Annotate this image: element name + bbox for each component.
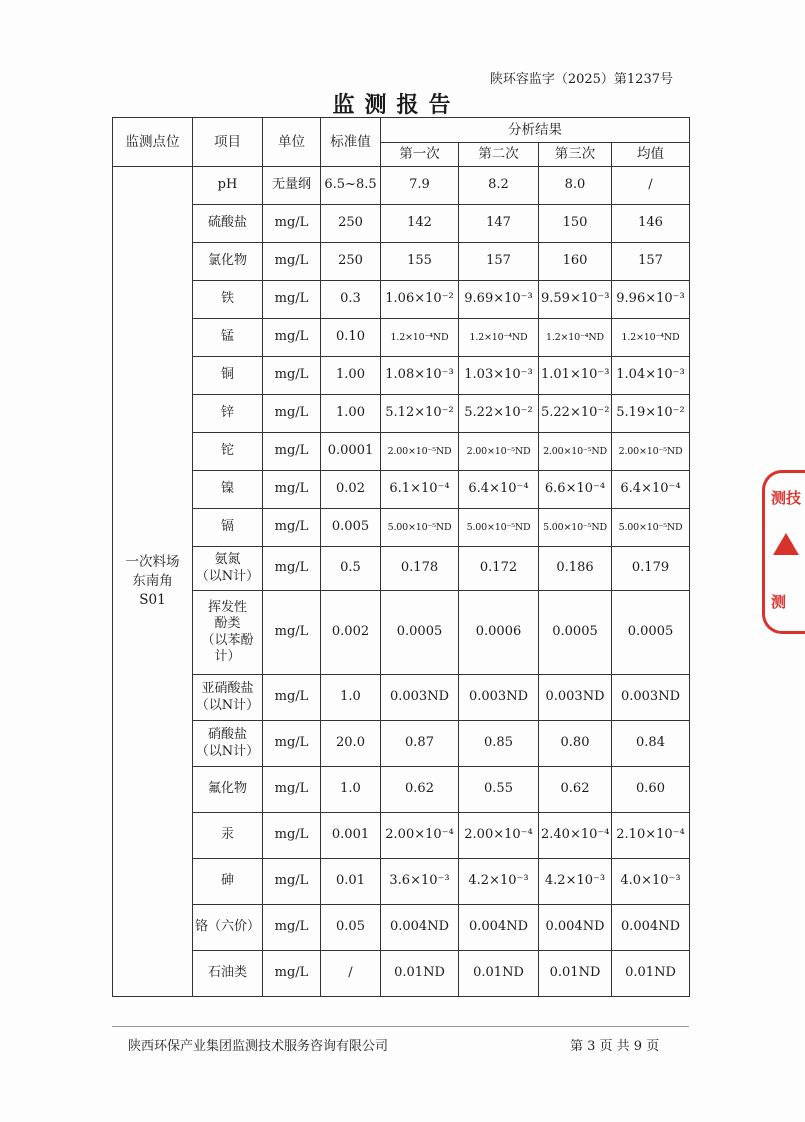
unit-cell: mg/L: [263, 433, 321, 471]
table-row: [113, 357, 690, 395]
item-label-line: 氯化物: [207, 253, 247, 269]
table-row: [113, 395, 690, 433]
unit-cell: mg/L: [263, 813, 321, 859]
site-label-line: 一次料场: [125, 554, 180, 571]
third-result-cell: 5.00×10⁻⁵ND: [539, 509, 612, 547]
item-label-line: 铊: [220, 443, 234, 459]
table-row: [113, 509, 690, 547]
unit-cell: mg/L: [263, 205, 321, 243]
standard-cell: 1.00: [321, 357, 381, 395]
mean-cell: 0.004ND: [612, 905, 690, 951]
item-label-line: （以N计）: [195, 568, 260, 584]
standard-cell: 250: [321, 243, 381, 281]
mean-cell: 157: [612, 243, 690, 281]
first-result-cell: 0.62: [381, 767, 459, 813]
site-label-line: 东南角: [132, 573, 173, 590]
unit-cell: mg/L: [263, 675, 321, 721]
item-cell: [193, 395, 263, 433]
second-result-cell: 5.22×10⁻²: [459, 395, 539, 433]
unit-cell: mg/L: [263, 905, 321, 951]
third-result-cell: 2.00×10⁻⁵ND: [539, 433, 612, 471]
table-row: [113, 813, 690, 859]
standard-cell: 0.02: [321, 471, 381, 509]
table-row: [113, 205, 690, 243]
item-cell: [193, 905, 263, 951]
standard-cell: 0.10: [321, 319, 381, 357]
item-cell: [193, 471, 263, 509]
third-result-cell: 0.004ND: [539, 905, 612, 951]
second-result-cell: 1.03×10⁻³: [459, 357, 539, 395]
second-result-cell: 2.00×10⁻⁴: [459, 813, 539, 859]
monitoring-results-table: [112, 117, 690, 997]
first-result-cell: 5.12×10⁻²: [381, 395, 459, 433]
unit-cell: mg/L: [263, 721, 321, 767]
table-row: [113, 281, 690, 319]
item-label-line: （以苯酚: [201, 632, 254, 648]
header-item: 项目: [193, 118, 263, 167]
third-result-cell: 1.01×10⁻³: [539, 357, 612, 395]
third-result-cell: 0.01ND: [539, 951, 612, 997]
item-label-line: 镉: [220, 519, 234, 535]
table-row: [113, 721, 690, 767]
first-result-cell: 5.00×10⁻⁵ND: [381, 509, 459, 547]
second-result-cell: 147: [459, 205, 539, 243]
table-row: [113, 547, 690, 591]
item-label-line: 氨氮: [214, 552, 241, 568]
unit-cell: mg/L: [263, 395, 321, 433]
mean-cell: 9.96×10⁻³: [612, 281, 690, 319]
item-label-line: 铁: [220, 291, 234, 307]
second-result-cell: 157: [459, 243, 539, 281]
document-number: 陕环容监字（2025）第1237号: [489, 72, 673, 87]
seal-star-icon: [773, 533, 799, 555]
header-first: 第一次: [381, 143, 459, 167]
first-result-cell: 1.08×10⁻³: [381, 357, 459, 395]
mean-cell: /: [612, 167, 690, 205]
standard-cell: 0.002: [321, 591, 381, 675]
first-result-cell: 1.06×10⁻²: [381, 281, 459, 319]
unit-cell: mg/L: [263, 243, 321, 281]
standard-cell: 250: [321, 205, 381, 243]
header-third: 第三次: [539, 143, 612, 167]
mean-cell: 5.00×10⁻⁵ND: [612, 509, 690, 547]
item-cell: [193, 591, 263, 675]
item-label-line: 硝酸盐: [207, 727, 247, 743]
item-label-line: 锌: [220, 405, 234, 421]
table-row: [113, 859, 690, 905]
standard-cell: 1.00: [321, 395, 381, 433]
second-result-cell: 9.69×10⁻³: [459, 281, 539, 319]
third-result-cell: 2.40×10⁻⁴: [539, 813, 612, 859]
unit-cell: mg/L: [263, 471, 321, 509]
header-second: 第二次: [459, 143, 539, 167]
item-label-line: （以N计）: [195, 743, 260, 759]
first-result-cell: 0.01ND: [381, 951, 459, 997]
first-result-cell: 0.004ND: [381, 905, 459, 951]
item-cell: [193, 319, 263, 357]
standard-cell: /: [321, 951, 381, 997]
second-result-cell: 0.003ND: [459, 675, 539, 721]
second-result-cell: 0.004ND: [459, 905, 539, 951]
item-label-line: pH: [217, 177, 238, 193]
standard-cell: 0.05: [321, 905, 381, 951]
item-label-line: （以N计）: [195, 697, 260, 713]
mean-cell: 1.04×10⁻³: [612, 357, 690, 395]
seal-text-bottom: 测: [771, 593, 787, 611]
item-cell: [193, 509, 263, 547]
table-row: [113, 167, 690, 205]
first-result-cell: 1.2×10⁻⁴ND: [381, 319, 459, 357]
third-result-cell: 0.80: [539, 721, 612, 767]
standard-cell: 20.0: [321, 721, 381, 767]
site-cell: [113, 167, 193, 997]
item-cell: [193, 859, 263, 905]
item-label-line: 亚硝酸盐: [201, 681, 254, 697]
first-result-cell: 2.00×10⁻⁵ND: [381, 433, 459, 471]
table-row: [113, 243, 690, 281]
mean-cell: 0.0005: [612, 591, 690, 675]
mean-cell: 6.4×10⁻⁴: [612, 471, 690, 509]
unit-cell: mg/L: [263, 319, 321, 357]
second-result-cell: 0.172: [459, 547, 539, 591]
first-result-cell: 7.9: [381, 167, 459, 205]
table-row: [113, 905, 690, 951]
second-result-cell: 0.85: [459, 721, 539, 767]
unit-cell: mg/L: [263, 357, 321, 395]
item-label-line: 锰: [220, 329, 234, 345]
standard-cell: 6.5~8.5: [321, 167, 381, 205]
item-cell: [193, 167, 263, 205]
second-result-cell: 0.01ND: [459, 951, 539, 997]
mean-cell: 146: [612, 205, 690, 243]
item-label-line: 铬（六价）: [195, 919, 261, 935]
third-result-cell: 0.003ND: [539, 675, 612, 721]
item-cell: [193, 281, 263, 319]
third-result-cell: 5.22×10⁻²: [539, 395, 612, 433]
unit-cell: mg/L: [263, 547, 321, 591]
standard-cell: 0.01: [321, 859, 381, 905]
second-result-cell: 8.2: [459, 167, 539, 205]
mean-cell: 2.10×10⁻⁴: [612, 813, 690, 859]
third-result-cell: 150: [539, 205, 612, 243]
item-label-line: 铜: [220, 367, 234, 383]
mean-cell: 0.84: [612, 721, 690, 767]
item-cell: [193, 675, 263, 721]
standard-cell: 1.0: [321, 767, 381, 813]
page-title: 监测报告: [332, 92, 461, 118]
table-row: [113, 471, 690, 509]
item-cell: [193, 547, 263, 591]
second-result-cell: 2.00×10⁻⁵ND: [459, 433, 539, 471]
third-result-cell: 0.186: [539, 547, 612, 591]
first-result-cell: 6.1×10⁻⁴: [381, 471, 459, 509]
item-cell: [193, 813, 263, 859]
first-result-cell: 2.00×10⁻⁴: [381, 813, 459, 859]
seal-text-top: 测技: [771, 489, 802, 507]
second-result-cell: 4.2×10⁻³: [459, 859, 539, 905]
item-label-line: 石油类: [207, 965, 247, 981]
header-mean: 均值: [612, 143, 690, 167]
header-standard: 标准值: [321, 118, 381, 167]
first-result-cell: 0.87: [381, 721, 459, 767]
mean-cell: 0.179: [612, 547, 690, 591]
header-results: 分析结果: [381, 118, 690, 143]
table-row: [113, 319, 690, 357]
third-result-cell: 9.59×10⁻³: [539, 281, 612, 319]
first-result-cell: 0.003ND: [381, 675, 459, 721]
unit-cell: mg/L: [263, 767, 321, 813]
second-result-cell: 0.0006: [459, 591, 539, 675]
footer-divider: [112, 1026, 689, 1027]
unit-cell: mg/L: [263, 281, 321, 319]
table-row: [113, 433, 690, 471]
table-row: [113, 951, 690, 997]
unit-cell: mg/L: [263, 591, 321, 675]
standard-cell: 0.0001: [321, 433, 381, 471]
second-result-cell: 1.2×10⁻⁴ND: [459, 319, 539, 357]
standard-cell: 0.3: [321, 281, 381, 319]
item-cell: [193, 951, 263, 997]
item-label-line: 砷: [220, 873, 234, 889]
footer-company: 陕西环保产业集团监测技术服务咨询有限公司: [128, 1039, 389, 1054]
item-cell: [193, 767, 263, 813]
third-result-cell: 1.2×10⁻⁴ND: [539, 319, 612, 357]
item-cell: [193, 205, 263, 243]
first-result-cell: 0.178: [381, 547, 459, 591]
second-result-cell: 6.4×10⁻⁴: [459, 471, 539, 509]
item-cell: [193, 433, 263, 471]
table-row: [113, 767, 690, 813]
third-result-cell: 8.0: [539, 167, 612, 205]
table-row: [113, 675, 690, 721]
item-label-line: 硫酸盐: [207, 215, 247, 231]
first-result-cell: 0.0005: [381, 591, 459, 675]
third-result-cell: 0.0005: [539, 591, 612, 675]
second-result-cell: 5.00×10⁻⁵ND: [459, 509, 539, 547]
mean-cell: 2.00×10⁻⁵ND: [612, 433, 690, 471]
third-result-cell: 160: [539, 243, 612, 281]
first-result-cell: 155: [381, 243, 459, 281]
footer-page-number: 第 3 页 共 9 页: [570, 1039, 660, 1054]
table-row: [113, 591, 690, 675]
item-cell: [193, 721, 263, 767]
standard-cell: 0.001: [321, 813, 381, 859]
third-result-cell: 0.62: [539, 767, 612, 813]
item-label-line: 酚类: [214, 616, 241, 632]
item-cell: [193, 243, 263, 281]
item-label-line: 汞: [220, 827, 234, 843]
unit-cell: mg/L: [263, 859, 321, 905]
unit-cell: 无量纲: [263, 167, 321, 205]
item-label-line: 计）: [214, 648, 241, 664]
mean-cell: 0.60: [612, 767, 690, 813]
standard-cell: 0.5: [321, 547, 381, 591]
second-result-cell: 0.55: [459, 767, 539, 813]
mean-cell: 5.19×10⁻²: [612, 395, 690, 433]
mean-cell: 1.2×10⁻⁴ND: [612, 319, 690, 357]
mean-cell: 0.01ND: [612, 951, 690, 997]
standard-cell: 0.005: [321, 509, 381, 547]
site-label-line: S01: [139, 591, 166, 608]
header-unit: 单位: [263, 118, 321, 167]
mean-cell: 4.0×10⁻³: [612, 859, 690, 905]
red-seal-stamp: [762, 470, 805, 634]
item-label-line: 挥发性: [207, 600, 247, 615]
item-cell: [193, 357, 263, 395]
unit-cell: mg/L: [263, 509, 321, 547]
standard-cell: 1.0: [321, 675, 381, 721]
third-result-cell: 4.2×10⁻³: [539, 859, 612, 905]
first-result-cell: 3.6×10⁻³: [381, 859, 459, 905]
third-result-cell: 6.6×10⁻⁴: [539, 471, 612, 509]
item-label-line: 镍: [220, 481, 234, 497]
first-result-cell: 142: [381, 205, 459, 243]
unit-cell: mg/L: [263, 951, 321, 997]
item-label-line: 氟化物: [207, 781, 247, 797]
header-site: 监测点位: [113, 118, 193, 167]
mean-cell: 0.003ND: [612, 675, 690, 721]
